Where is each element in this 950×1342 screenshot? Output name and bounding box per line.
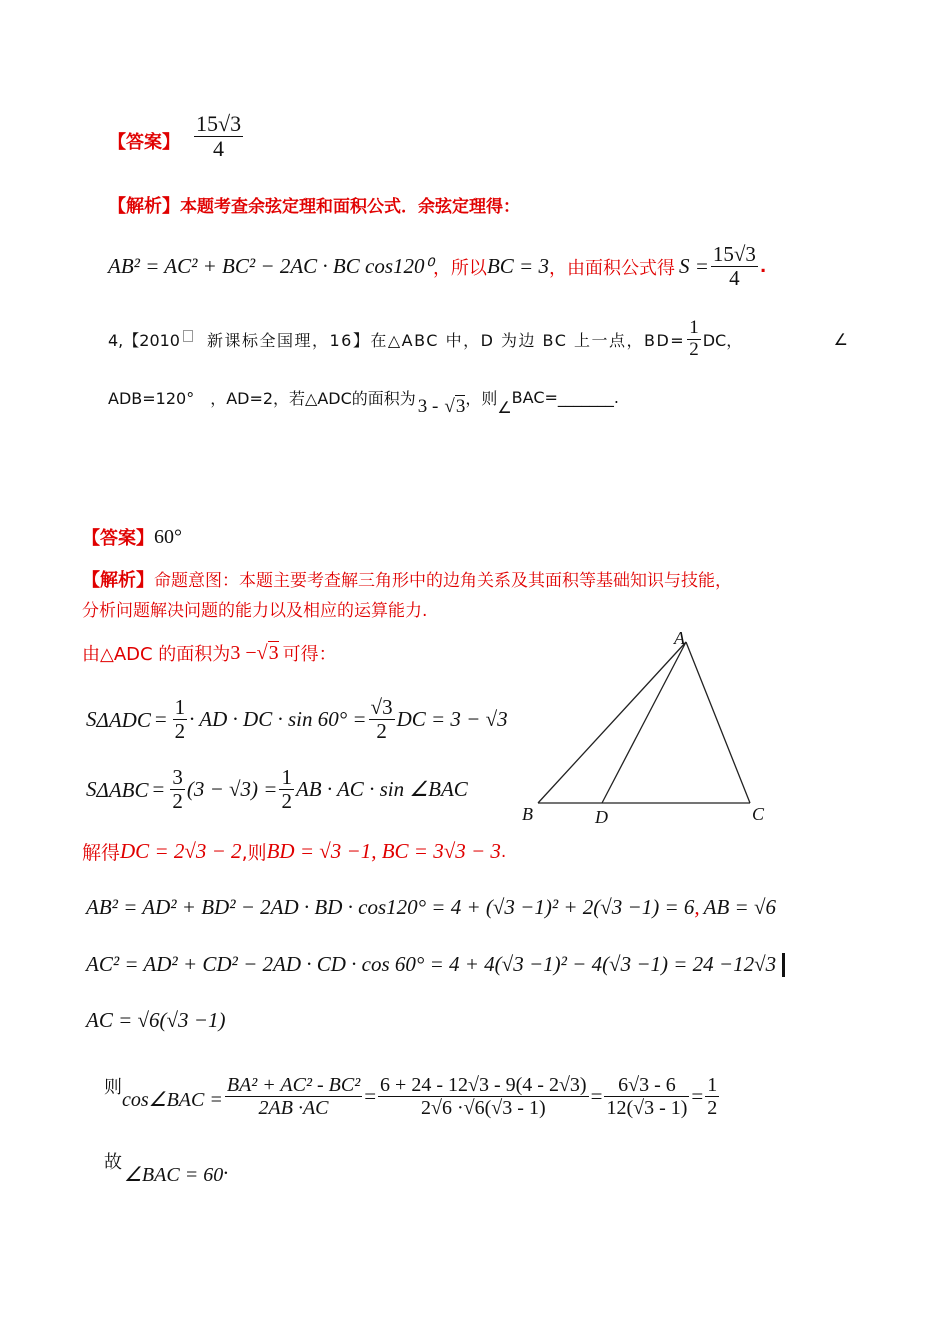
so-text: ，所以 bbox=[432, 257, 487, 279]
problem4-line1 bbox=[108, 318, 848, 361]
side-ab bbox=[538, 642, 686, 803]
segment-ad bbox=[602, 642, 686, 803]
answer-numerator: 15√3 bbox=[196, 111, 242, 136]
solve-line bbox=[82, 838, 506, 865]
area-sqrt: 3 bbox=[455, 396, 466, 417]
eq6-eq1: = bbox=[364, 1084, 377, 1108]
answer2-tag: 【答案】 bbox=[82, 528, 154, 549]
eq3-text: AB² = AD² + BD² − 2AD · BD · cos120° = 4 + (√3 −1)² + 2(√3 −1) = 6 bbox=[86, 895, 695, 919]
eq6-f2-num: 6 + 24 - 12√3 - 9(4 - 2√3) bbox=[380, 1074, 587, 1096]
step1: 由△ADC 的面积为 3 − √3 可得： bbox=[82, 641, 337, 665]
eq6-f4-den: 2 bbox=[707, 1097, 718, 1119]
eq2: S ΔABC = $\frac{3}{2}$ (3 − √3) = $\frac{1}{2}$ AB · AC · sin ∠BAC bbox=[86, 765, 468, 814]
cosine-law-formula: AB² = AC² + BC² − 2AC · BC cos120⁰ bbox=[108, 254, 433, 279]
eq6-f2-den: 2√6 ·√6(√3 - 1) bbox=[421, 1097, 546, 1119]
conclusion bbox=[124, 1155, 229, 1187]
eq6-f4-num: 1 bbox=[707, 1074, 718, 1096]
eq6-f3-num: 6√3 - 6 bbox=[618, 1074, 676, 1096]
eq6-f3-den: 12(√3 - 1) bbox=[606, 1097, 688, 1119]
eq1-f2-den: 2 bbox=[376, 719, 387, 744]
label-b: B bbox=[522, 804, 533, 824]
step1-text: 由△ADC 的面积为 bbox=[82, 644, 231, 665]
bd-ratio-numerator: 1 bbox=[689, 317, 699, 338]
area-text: ，由面积公式得 bbox=[548, 257, 675, 279]
problem4-text: 新课标全国理，16】在△ABC 中，D 为边 BC 上一点，BD= bbox=[207, 330, 686, 350]
eq1: S ΔADC = $\frac{1}{2}$ · AD · DC · sin 60° = $\frac{√3}{2}$ DC = 3 − √3 bbox=[86, 695, 508, 744]
problem4-source: 4,【2010 bbox=[108, 330, 180, 350]
conclusion-end: . bbox=[223, 1155, 229, 1179]
step1-sqrt: 3 bbox=[268, 641, 279, 664]
eq3-end: AB = √6 bbox=[703, 895, 776, 919]
eq2-eq: = bbox=[152, 777, 165, 802]
text-cursor bbox=[782, 953, 785, 977]
analysis2-text2: 分析问题解决问题的能力以及相应的运算能力. bbox=[82, 601, 428, 621]
solve-label: 解得 bbox=[82, 842, 121, 864]
problem4-then: ，则 bbox=[465, 388, 498, 408]
bd-ratio-denominator: 2 bbox=[689, 338, 699, 360]
answer-tag: 【答案】 bbox=[108, 132, 180, 153]
eq6-cos: cos∠BAC = bbox=[122, 1089, 223, 1111]
solve-dc: DC = 2√3 − 2 bbox=[120, 839, 242, 863]
solve-bd: BD = √3 −1, BC = 3√3 − 3 bbox=[266, 839, 501, 863]
eq1-end: DC = 3 − √3 bbox=[396, 707, 508, 732]
area-denominator: 4 bbox=[729, 266, 740, 291]
eq6-eq3: = bbox=[691, 1084, 704, 1108]
problem4-line2-text: ADB=120° ，AD=2，若△ADC的面积为 bbox=[108, 388, 416, 408]
label-d: D bbox=[595, 807, 608, 827]
eq6-f1-num: BA² + AC² - BC² bbox=[226, 1074, 361, 1096]
step1-formula: 3 − bbox=[230, 641, 257, 664]
conclusion-text: ∠BAC = 60 bbox=[124, 1164, 224, 1186]
analysis2-line1 bbox=[82, 566, 732, 592]
analysis2-text1: 命题意图：本题主要考查解三角形中的边角关系及其面积等基础知识与技能， bbox=[154, 571, 732, 591]
analysis1-text: 本题考查余弦定理和面积公式．余弦定理得： bbox=[180, 197, 520, 217]
period: . bbox=[759, 256, 767, 277]
eq4 bbox=[86, 952, 785, 977]
eq6-label: 则 bbox=[104, 1076, 122, 1098]
eq4-text: AC² = AD² + CD² − 2AD · CD · cos 60° = 4 + 4(√3 −1)² − 4(√3 −1) = 24 −12√3 bbox=[86, 952, 777, 976]
answer2 bbox=[82, 524, 182, 550]
eq1-f1-num: 1 bbox=[174, 695, 186, 719]
eq2-f2-num: 1 bbox=[281, 765, 292, 789]
eq2-f2-den: 2 bbox=[281, 789, 292, 814]
eq2-end: AB · AC · sin ∠BAC bbox=[295, 777, 468, 802]
eq6-eq2: = bbox=[590, 1084, 603, 1108]
area-numerator: 15√3 bbox=[712, 242, 756, 266]
problem4-dc: DC， bbox=[702, 330, 743, 350]
eq1-f2-num: √3 bbox=[370, 695, 393, 719]
eq6 bbox=[104, 1074, 721, 1119]
area-s: S = bbox=[678, 254, 709, 279]
triangle-figure bbox=[510, 628, 790, 838]
eq1-f1-den: 2 bbox=[174, 719, 186, 744]
angle-symbol-2: ∠ bbox=[497, 397, 512, 417]
eq1-s: S bbox=[86, 707, 97, 732]
analysis1 bbox=[108, 192, 520, 218]
solve-end: . bbox=[500, 841, 507, 862]
analysis2-tag: 【解析】 bbox=[82, 570, 154, 591]
area-expression: 3 - bbox=[417, 396, 439, 417]
answer-fraction bbox=[192, 112, 245, 161]
eq1-mid: · AD · DC · sin 60° = bbox=[189, 707, 367, 732]
analysis1-tag: 【解析】 bbox=[108, 196, 180, 217]
eq5: AC = √6(√3 −1) bbox=[86, 1008, 226, 1032]
bc-value: BC = 3 bbox=[486, 254, 549, 279]
eq2-f1-num: 3 bbox=[172, 765, 183, 789]
eq2-mid: (3 − √3) = bbox=[186, 777, 278, 802]
label-a: A bbox=[674, 628, 685, 648]
problem4-blank: BAC=_______. bbox=[511, 387, 619, 407]
side-ac bbox=[686, 642, 750, 803]
eq3 bbox=[86, 895, 776, 920]
missing-glyph-box bbox=[183, 330, 193, 342]
conclusion-label: 故 bbox=[104, 1152, 122, 1173]
answer-denominator: 4 bbox=[213, 136, 225, 162]
step1-end: 可得： bbox=[282, 644, 337, 665]
angle-symbol: ∠ bbox=[833, 329, 848, 349]
solve-mid: ,则 bbox=[241, 842, 267, 864]
label-c: C bbox=[752, 804, 765, 824]
eq1-eq: = bbox=[154, 707, 167, 732]
eq6-f1-den: 2AB ·AC bbox=[258, 1097, 329, 1119]
eq3-sep: , bbox=[694, 895, 700, 919]
eq2-s: S bbox=[86, 777, 97, 802]
problem4-line2: ADB=120° ，AD=2，若△ADC的面积为 3 - √3 ，则 ∠ BAC=_______. bbox=[108, 387, 619, 417]
answer2-value: 60° bbox=[154, 525, 182, 548]
analysis1-formula-line bbox=[108, 243, 766, 290]
eq2-f1-den: 2 bbox=[172, 789, 183, 814]
